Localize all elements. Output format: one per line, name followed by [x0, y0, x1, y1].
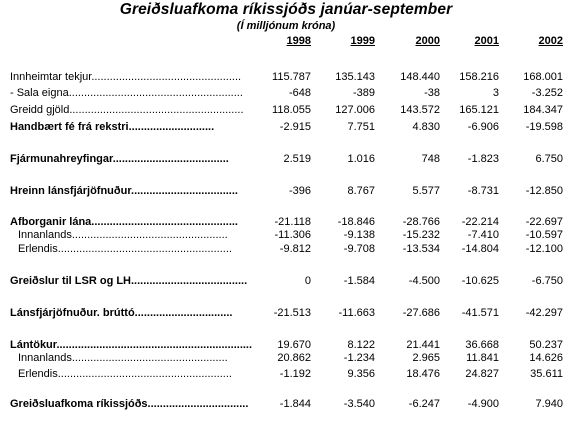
table-cell: -3.540 [343, 398, 375, 410]
table-cell: 3 [492, 87, 499, 99]
table-row [0, 228, 572, 242]
table-row [0, 351, 572, 365]
table-cell: -4.500 [408, 275, 440, 287]
table-cell: -21.513 [273, 307, 311, 319]
table-row [0, 306, 572, 320]
row-label: Handbært fé frá rekstri............................ [10, 121, 215, 133]
table-cell: -15.232 [402, 229, 440, 241]
row-label: Fjármunahreyfingar...................................... [10, 153, 229, 165]
year-header: 1998 [286, 35, 311, 47]
table-cell: 148.440 [400, 71, 440, 83]
table-cell: -389 [352, 87, 375, 99]
row-label: Greiðsluafkoma ríkissjóðs................................. [10, 398, 249, 410]
table-cell: 11.841 [466, 352, 499, 364]
table-cell: 9.356 [347, 368, 375, 380]
table-cell: 165.121 [459, 104, 499, 116]
table-cell: -396 [288, 185, 311, 197]
table-cell: 4.830 [412, 121, 440, 133]
row-label: Lántökur................................................................ [10, 339, 253, 351]
row-label: Hreinn lánsfjárjöfnuður................................... [10, 185, 238, 197]
table-cell: -2.915 [279, 121, 311, 133]
year-header: 2000 [415, 35, 440, 47]
row-label: Innheimtar tekjur................................................. [10, 71, 242, 83]
table-cell: 14.626 [529, 352, 563, 364]
year-header: 2001 [474, 35, 499, 47]
table-cell: 127.006 [335, 104, 375, 116]
table-cell: -11.663 [338, 307, 375, 319]
table-cell: -42.297 [525, 307, 563, 319]
table-cell: -1.192 [279, 368, 311, 380]
row-label: Erlendis......................................................... [18, 368, 232, 380]
table-cell: 24.827 [465, 368, 499, 380]
table-cell: -7.410 [467, 229, 499, 241]
table-row [0, 367, 572, 381]
table-row [0, 215, 572, 229]
table-cell: -19.598 [525, 121, 563, 133]
table-row [0, 184, 572, 198]
table-cell: 158.216 [459, 71, 499, 83]
table-cell: 2.519 [283, 153, 311, 165]
table-cell: -10.597 [525, 229, 563, 241]
table-cell: -28.766 [402, 216, 440, 228]
table-cell: -9.812 [279, 243, 311, 255]
table-cell: -8.731 [467, 185, 499, 197]
table-cell: -27.686 [402, 307, 440, 319]
table-cell: -22.214 [461, 216, 499, 228]
row-label: Lánsfjárjöfnuður. brúttó................................ [10, 307, 233, 319]
table-cell: 36.668 [465, 339, 499, 351]
table-cell: 0 [304, 275, 311, 287]
table-cell: 5.577 [412, 185, 440, 197]
table-cell: -6.247 [408, 398, 440, 410]
page-subtitle: (Í milljónum króna) [236, 20, 336, 32]
table-cell: -13.534 [402, 243, 440, 255]
row-label: Greidd gjöld......................................................... [10, 104, 244, 116]
table-cell: 50.237 [529, 339, 563, 351]
table-cell: 19.670 [277, 339, 311, 351]
table-cell: -4.900 [467, 398, 499, 410]
table-cell: -22.697 [525, 216, 563, 228]
table-cell: 8.122 [347, 339, 375, 351]
table-cell: -21.118 [274, 216, 311, 228]
table-cell: 21.441 [406, 339, 440, 351]
table-cell: -6.906 [467, 121, 499, 133]
table-cell: -648 [288, 87, 311, 99]
row-label: - Sala eigna......................................................... [10, 87, 243, 99]
table-cell: -12.850 [525, 185, 563, 197]
table-cell: 6.750 [535, 153, 563, 165]
row-label: Greiðslur til LSR og LH...................................... [10, 275, 248, 287]
table-cell: 1.016 [347, 153, 375, 165]
page-title: Greiðsluafkoma ríkissjóðs janúar-september [119, 1, 453, 18]
row-label: Afborganir lána................................................ [10, 216, 238, 228]
table-cell: 135.143 [335, 71, 375, 83]
table-cell: 20.862 [277, 352, 311, 364]
row-label: Innanlands................................................... [18, 229, 228, 241]
table-cell: 2.965 [412, 352, 440, 364]
table-cell: 7.940 [535, 398, 563, 410]
table-row [0, 152, 572, 166]
row-label: Innanlands................................................... [18, 352, 228, 364]
table-cell: -6.750 [531, 275, 563, 287]
table-cell: -3.252 [531, 87, 563, 99]
table-cell: -14.804 [461, 243, 499, 255]
table-cell: 168.001 [523, 71, 563, 83]
table-cell: 184.347 [523, 104, 563, 116]
table-row [0, 397, 572, 411]
table-cell: -41.571 [461, 307, 499, 319]
table-row [0, 103, 572, 117]
table-cell: -9.708 [343, 243, 375, 255]
table-cell: 7.751 [347, 121, 375, 133]
table-cell: -18.846 [337, 216, 375, 228]
table-cell: 35.611 [530, 368, 563, 380]
table-cell: -1.823 [467, 153, 499, 165]
year-header: 2002 [538, 35, 563, 47]
row-label: Erlendis......................................................... [18, 243, 232, 255]
table-row [0, 70, 572, 84]
table-cell: -1.584 [343, 275, 375, 287]
table-cell: -9.138 [343, 229, 375, 241]
table-row [0, 274, 572, 288]
table-cell: 8.767 [347, 185, 375, 197]
table-cell: 748 [421, 153, 440, 165]
table-cell: -10.625 [461, 275, 499, 287]
table-cell: -1.234 [343, 352, 375, 364]
table-cell: -38 [424, 87, 440, 99]
table-row [0, 242, 572, 256]
table-cell: -1.844 [279, 398, 311, 410]
table-cell: 115.787 [272, 71, 311, 83]
year-header: 1999 [350, 35, 375, 47]
table-cell: -11.306 [274, 229, 311, 241]
table-row [0, 120, 572, 134]
table-row [0, 338, 572, 352]
table-cell: 143.572 [400, 104, 440, 116]
table-row [0, 86, 572, 100]
table-cell: 118.055 [272, 104, 311, 116]
table-cell: -12.100 [525, 243, 563, 255]
table-cell: 18.476 [406, 368, 440, 380]
